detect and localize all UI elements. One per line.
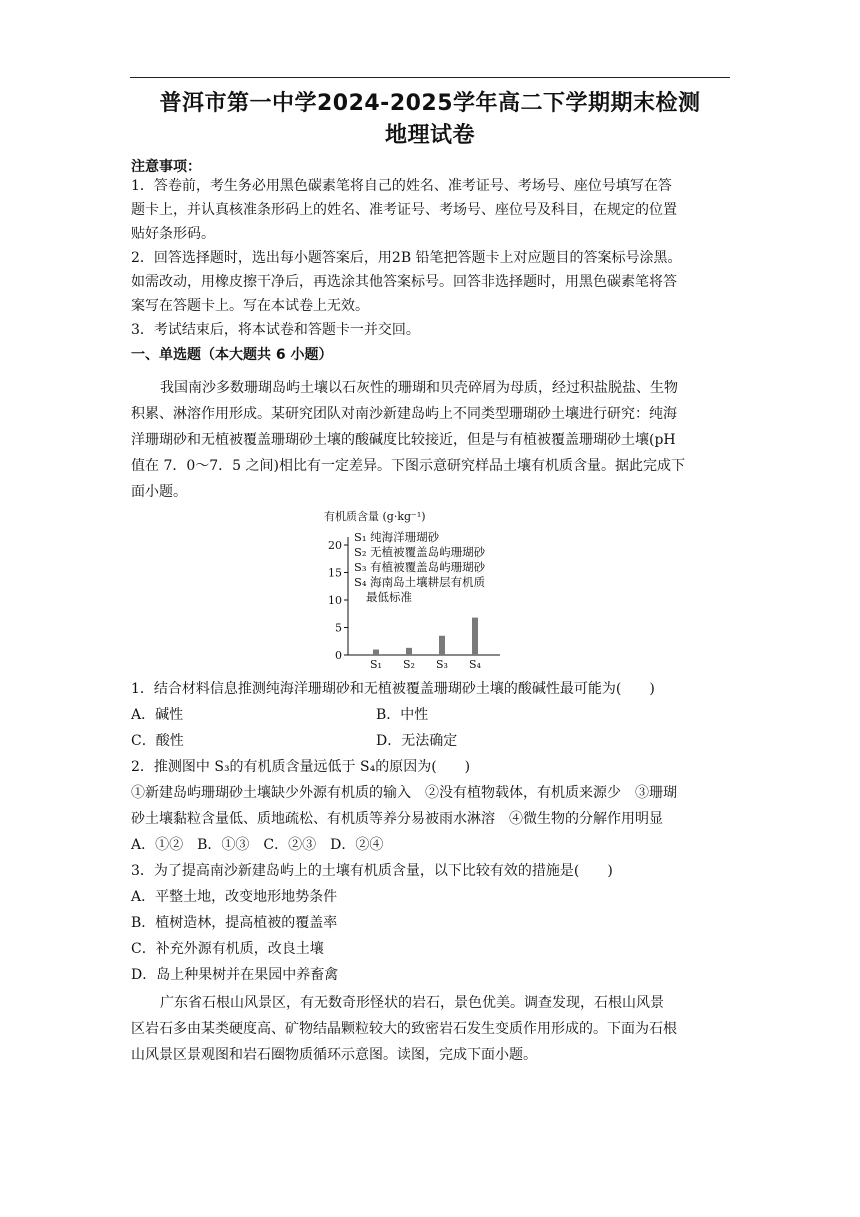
notice-line: 题卡上，并认真核准条形码上的姓名、准考证号、考场号、座位号及科目，在规定的位置	[131, 202, 677, 218]
q1-option-c[interactable]: C．酸性	[131, 733, 184, 749]
notice-heading: 注意事项：	[131, 159, 201, 175]
q2-options[interactable]: A．①② B．①③ C．②③ D．②④	[131, 837, 384, 853]
bar-2	[406, 648, 412, 655]
y-tick-label: 0	[335, 649, 342, 662]
q1-option-b[interactable]: B．中性	[376, 707, 429, 723]
notice-line: 贴好条形码。	[131, 226, 215, 242]
notice-line: 案写在答题卡上。写在本试卷上无效。	[131, 298, 369, 314]
legend-entry: S₃ 有植被覆盖岛屿珊瑚砂	[354, 560, 486, 574]
q2-stem: 2．推测图中 S₃的有机质含量远低于 S₄的原因为( )	[131, 759, 471, 775]
passage2-line: 广东省石根山风景区，有无数奇形怪状的岩石，景色优美。调查发现，石根山风景	[160, 995, 664, 1011]
q1-stem: 1．结合材料信息推测纯海洋珊瑚砂和无植被覆盖珊瑚砂土壤的酸碱性最可能为( )	[131, 681, 655, 697]
passage2-line: 山风景区景观图和岩石圈物质循环示意图。读图，完成下面小题。	[131, 1047, 537, 1063]
q3-stem: 3．为了提高南沙新建岛屿上的土壤有机质含量，以下比较有效的措施是( )	[131, 863, 613, 879]
legend-entry: S₄ 海南岛土壤耕层有机质	[354, 575, 486, 589]
q1-option-a[interactable]: A．碱性	[131, 707, 184, 723]
legend-entry: S₂ 无植被覆盖岛屿珊瑚砂	[354, 545, 486, 559]
passage-line: 值在 7．0～7．5 之间)相比有一定差异。下图示意研究样品土壤有机质含量。据此完成下	[131, 458, 685, 474]
top-rule	[130, 77, 730, 78]
x-tick-label: S₄	[469, 658, 481, 671]
section-heading: 一、单选题（本大题共 6 小题）	[131, 347, 333, 363]
q3-option-d[interactable]: D．岛上种果树并在果园中养畜禽	[131, 967, 339, 983]
notice-line: 1．答卷前，考生务必用黑色碳素笔将自己的姓名、准考证号、考场号、座位号填写在答	[131, 178, 672, 194]
q1-option-d[interactable]: D．无法确定	[376, 733, 458, 749]
y-tick-label: 20	[328, 539, 342, 552]
notice-line: 如需改动，用橡皮擦干净后，再选涂其他答案标号。回答非选择题时，用黑色碳素笔将答	[131, 274, 677, 290]
legend-entry: S₁ 纯海洋珊瑚砂	[354, 530, 440, 544]
chart-ylabel: 有机质含量 (g·kg⁻¹)	[324, 510, 426, 523]
bar-4	[472, 618, 478, 655]
organic-matter-chart	[318, 505, 548, 675]
bar-3	[439, 636, 445, 655]
x-tick-label: S₂	[403, 658, 415, 671]
passage2-line: 区岩石多由某类硬度高、矿物结晶颗粒较大的致密岩石发生变质作用形成的。下面为石根	[131, 1021, 677, 1037]
q2-statement-line: 砂土壤黏粒含量低、质地疏松、有机质等养分易被雨水淋溶 ④微生物的分解作用明显	[131, 811, 663, 827]
y-tick-label: 15	[328, 566, 342, 580]
x-tick-label: S₃	[436, 658, 448, 671]
bar-1	[373, 650, 379, 656]
q3-option-a[interactable]: A．平整土地，改变地形地势条件	[131, 889, 338, 905]
q3-option-b[interactable]: B．植树造林，提高植被的覆盖率	[131, 915, 338, 931]
y-tick-label: 5	[335, 621, 342, 635]
notice-line: 2．回答选择题时，选出每小题答案后，用2B 铅笔把答题卡上对应题目的答案标号涂黑。	[131, 250, 682, 266]
y-tick-label: 10	[328, 594, 342, 607]
q2-statement-line: ①新建岛屿珊瑚砂土壤缺少外源有机质的输入 ②没有植物载体，有机质来源少 ③珊瑚	[131, 785, 677, 801]
notice-line: 3．考试结束后，将本试卷和答题卡一并交回。	[131, 322, 420, 338]
exam-subject: 地理试卷	[384, 123, 475, 148]
passage-line: 积累、淋溶作用形成。某研究团队对南沙新建岛屿上不同类型珊瑚砂土壤进行研究：纯海	[131, 406, 677, 422]
exam-title: 普洱市第一中学2024-2025学年高二下学期期末检测	[159, 91, 701, 116]
legend-entry: 最低标准	[366, 590, 412, 604]
passage-line: 我国南沙多数珊瑚岛屿土壤以石灰性的珊瑚和贝壳碎屑为母质，经过积盐脱盐、生物	[160, 380, 678, 396]
passage-line: 洋珊瑚砂和无植被覆盖珊瑚砂土壤的酸碱度比较接近，但是与有植被覆盖珊瑚砂土壤(pH	[131, 432, 676, 448]
passage-line: 面小题。	[131, 484, 187, 500]
q3-option-c[interactable]: C．补充外源有机质，改良土壤	[131, 941, 324, 957]
x-tick-label: S₁	[370, 658, 382, 671]
